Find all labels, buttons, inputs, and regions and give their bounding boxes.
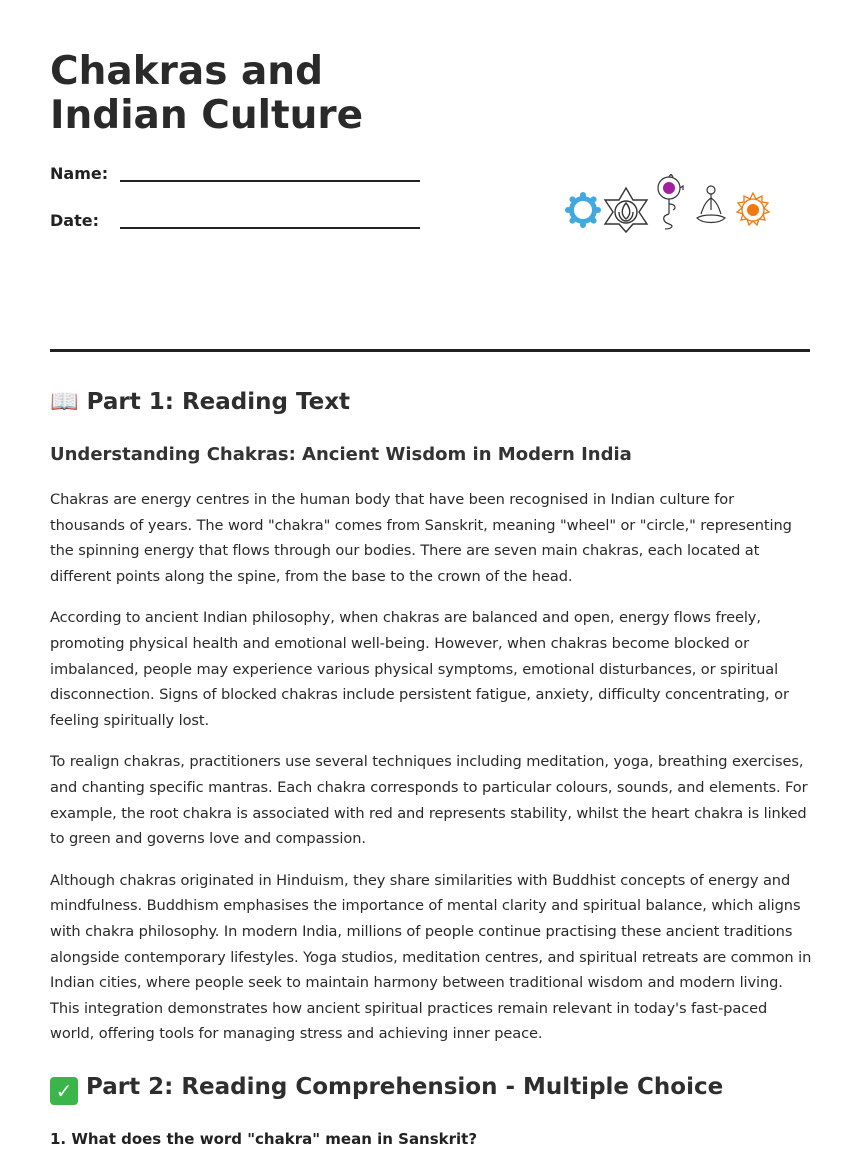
- date-field: [50, 211, 420, 241]
- check-mark-icon: ✓: [50, 1077, 78, 1105]
- part2-heading-text: Part 2: Reading Comprehension - Multiple Choice: [86, 1074, 724, 1100]
- name-blank-line[interactable]: [120, 180, 420, 182]
- crown-chakra-icon: [651, 174, 687, 230]
- name-label: Name:: [50, 164, 109, 183]
- paragraph: To realign chakras, practitioners use several techniques including meditation, yoga, breathing exercises, and chanting specific mantras. Each chakra corresponds to particular colours, sounds, and elements. For example, the root chakra is associated with red and represents stability, whilst the heart chakra is linked to green and governs love and compassion.: [50, 753, 808, 848]
- reading-text: [50, 487, 812, 1063]
- part2-heading: [50, 1073, 723, 1105]
- question-1: 1. What does the word "chakra" mean in Sanskrit?: [50, 1130, 478, 1148]
- worksheet-header: [50, 0, 810, 352]
- throat-chakra-icon: [565, 192, 601, 228]
- worksheet-page: [50, 0, 812, 1148]
- date-label: Date:: [50, 211, 99, 230]
- name-field: [50, 164, 420, 194]
- heart-chakra-icon: [603, 186, 649, 234]
- paragraph: Chakras are energy centres in the human body that have been recognised in Indian culture for thousands of years. The word "chakra" comes from Sanskrit, meaning "wheel" or "circle," representing the spinning energy that flows through our bodies. There are seven main chakras, each located at different points along the spine, from the base to the crown of the head.: [50, 491, 792, 585]
- open-book-icon: 📖: [50, 389, 79, 415]
- part1-heading: [50, 388, 350, 416]
- paragraph: Although chakras originated in Hinduism, they share similarities with Buddhist concepts of energy and mindfulness. Buddhism emphasises the importance of mental clarity and spiritual balance, which aligns with chakra philosophy. In modern India, millions of people continue practising these ancient traditions alongside contemporary lifestyles. Yoga studios, meditation centres, and spiritual retreats are common in Indian cities, where people seek to maintain harmony between traditional wisdom and modern living. This integration demonstrates how ancient spiritual practices remain relevant in today's fast-paced world, offering tools for managing stress and achieving inner peace.: [50, 871, 812, 1043]
- sacral-chakra-icon: [735, 192, 771, 228]
- paragraph: According to ancient Indian philosophy, when chakras are balanced and open, energy flows freely, promoting physical health and emotional well-being. However, when chakras become blocked or imbalanced, people may experience various physical symptoms, emotional disturbances, or spiritual disconnection. Signs of blocked chakras include persistent fatigue, anxiety, difficulty concentrating, or feeling spiritually lost.: [50, 609, 789, 729]
- part1-heading-text: Part 1: Reading Text: [86, 389, 351, 415]
- date-blank-line[interactable]: [120, 227, 420, 229]
- reading-subheading: Understanding Chakras: Ancient Wisdom in Modern India: [50, 444, 632, 465]
- meditation-figure-icon: [693, 184, 729, 230]
- page-title: Chakras and Indian Culture: [50, 49, 364, 138]
- chakra-icons: [565, 170, 775, 240]
